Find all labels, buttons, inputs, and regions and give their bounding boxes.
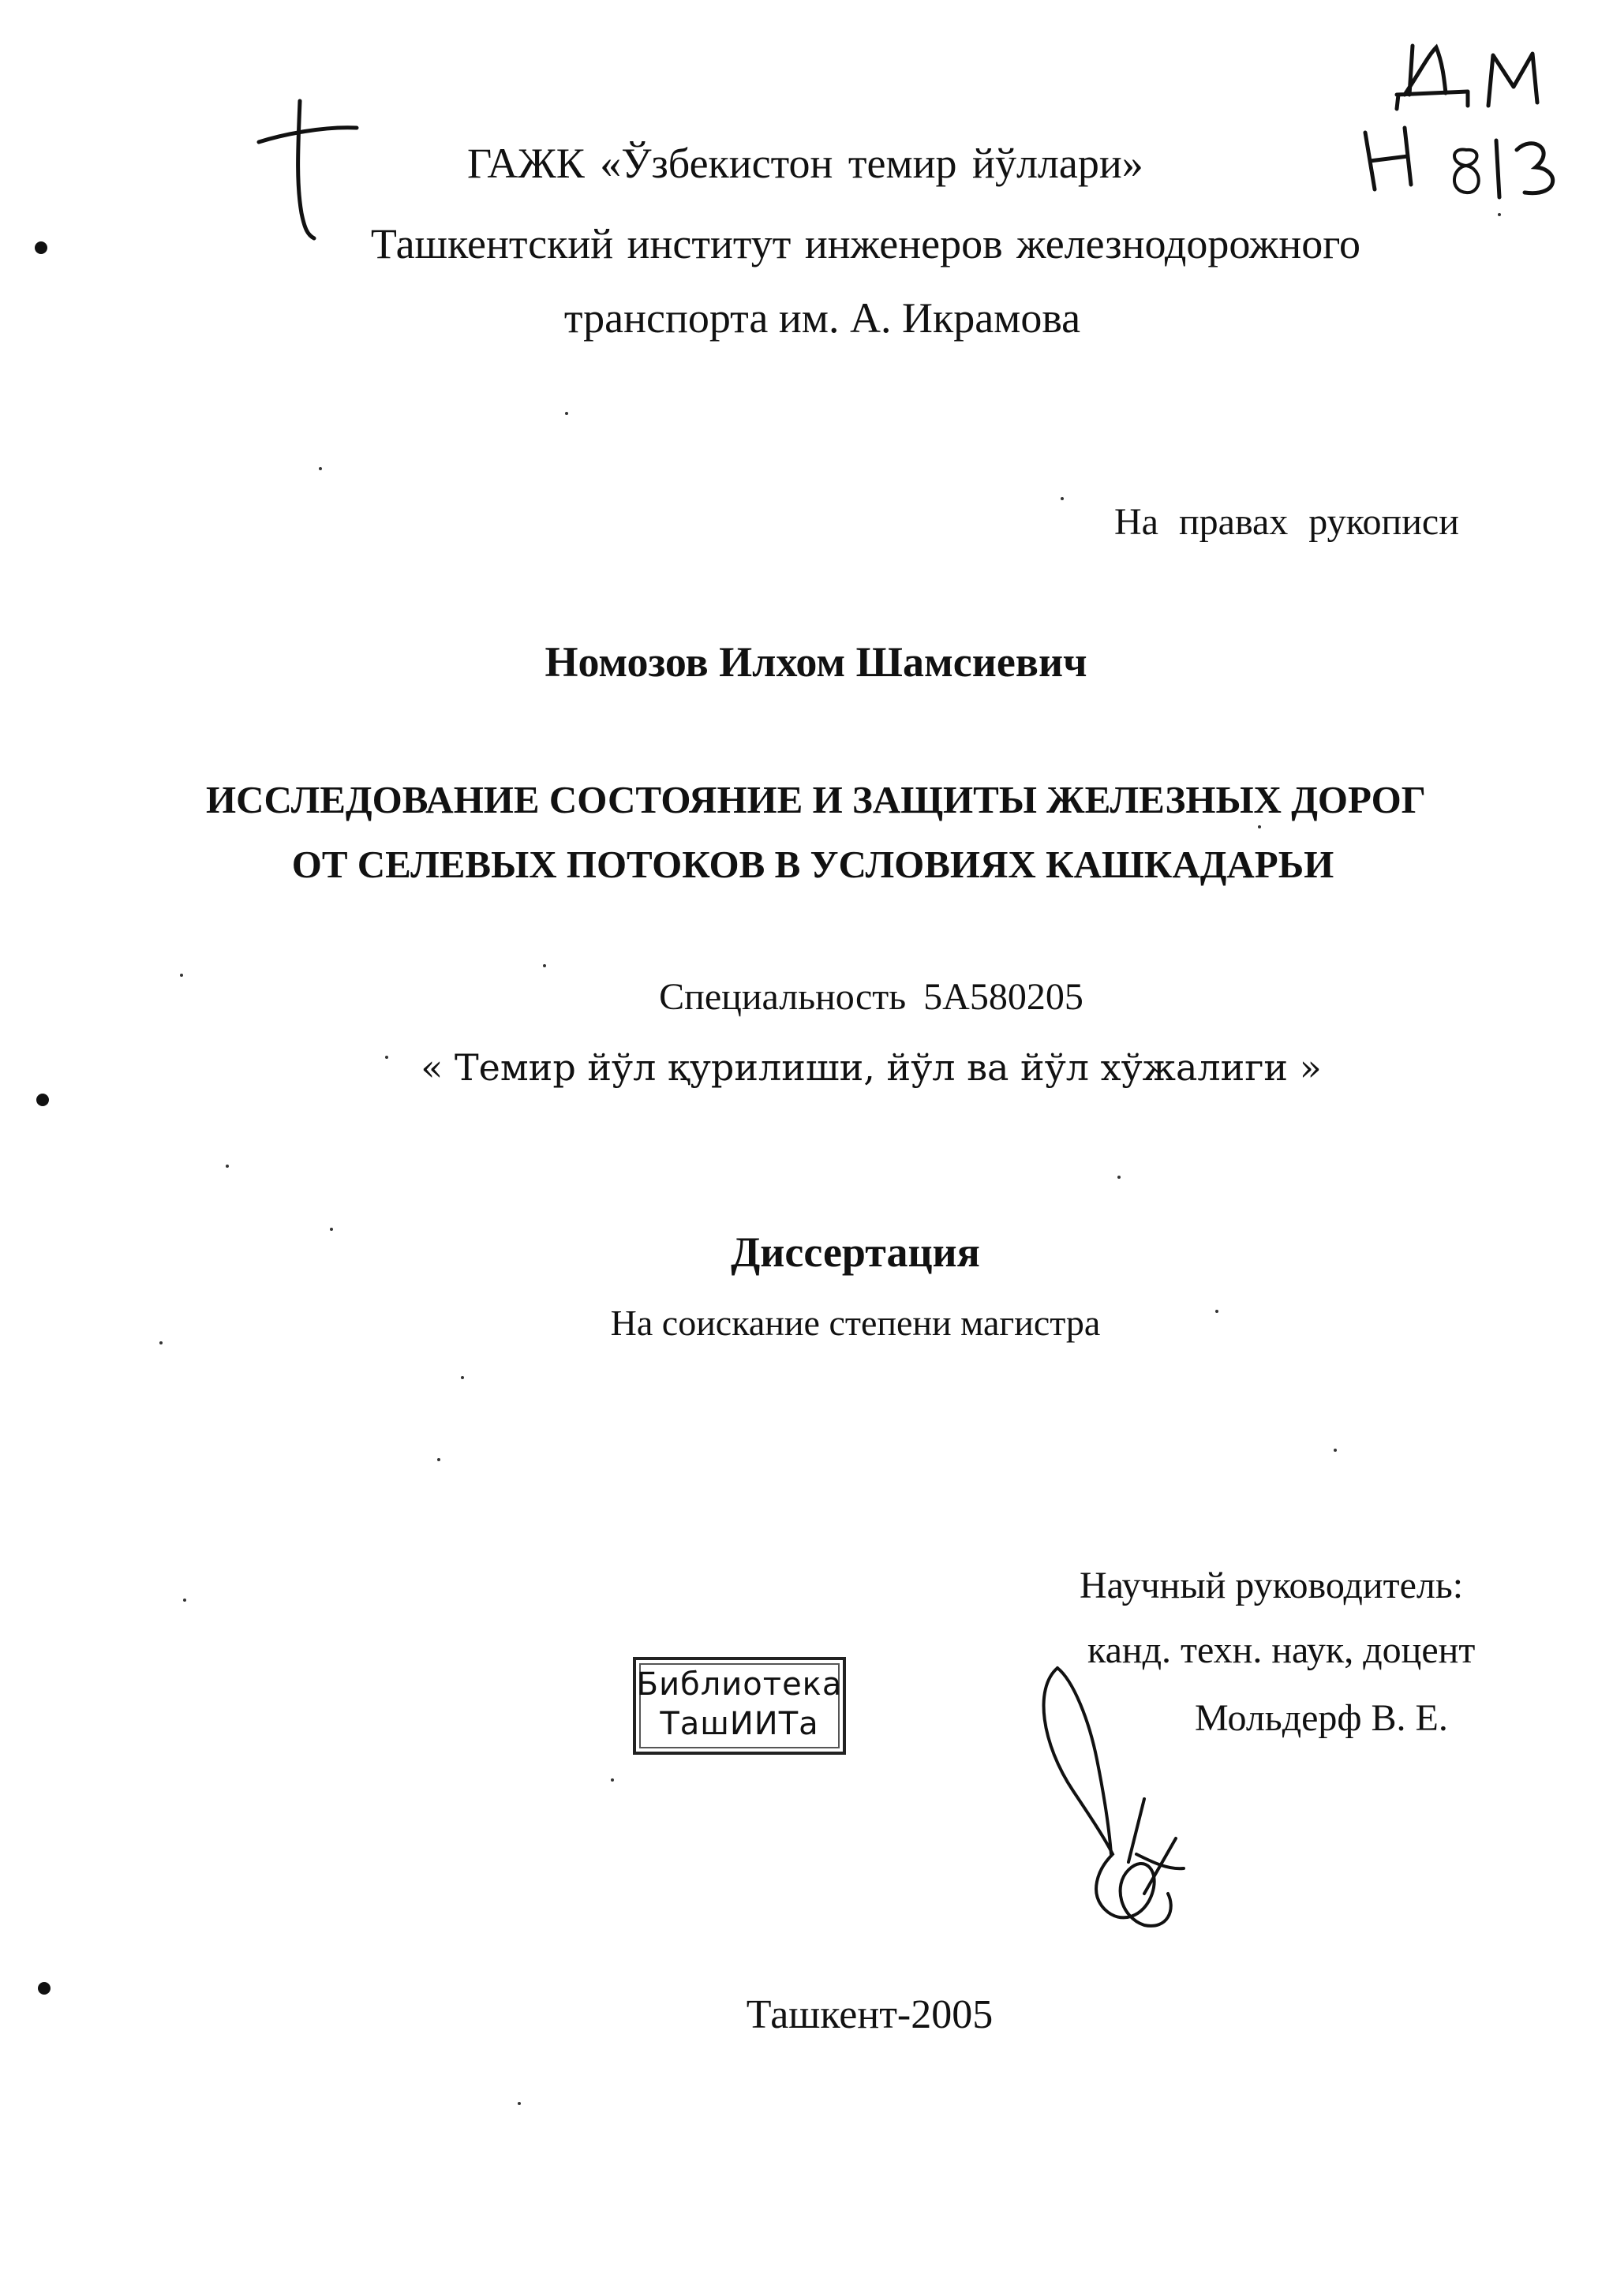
stamp-line2: ТашИИТа	[660, 1706, 819, 1742]
supervisor-name: Мольдерф В. Е.	[1195, 1697, 1448, 1739]
supervisor-title: канд. техн. наук, доцент	[1087, 1629, 1476, 1671]
supervisor-signature	[1018, 1657, 1207, 1941]
doc-type: Диссертация	[731, 1228, 980, 1276]
handwritten-archive-code	[1349, 39, 1586, 213]
stamp-line1: Библиотека	[636, 1666, 843, 1703]
specialty-name: « Темир йўл қурилиши, йўл ва йўл хўжалиги »	[421, 1046, 1322, 1089]
scan-speck	[437, 1458, 440, 1461]
scan-speck	[518, 2102, 521, 2105]
thesis-title-line2: ОТ СЕЛЕВЫХ ПОТОКОВ В УСЛОВИЯХ КАШКАДАРЬИ	[291, 843, 1334, 886]
manuscript-note: На правах рукописи	[1114, 501, 1459, 543]
library-stamp	[633, 1657, 846, 1755]
handwritten-cross-mark	[253, 95, 363, 252]
scan-speck	[180, 974, 183, 977]
scan-speck	[1061, 497, 1064, 500]
scan-speck	[159, 1341, 163, 1344]
scan-speck	[385, 1056, 388, 1059]
scan-speck	[319, 467, 322, 470]
scan-speck	[461, 1376, 464, 1379]
scan-speck	[1258, 825, 1261, 828]
header-org: ГАЖК «Ўзбекистон темир йўллари»	[467, 140, 1143, 187]
header-institute-line2: транспорта им. А. Икрамова	[563, 294, 1081, 342]
scan-speck	[226, 1165, 229, 1168]
scan-speck	[1498, 213, 1501, 216]
scan-speck	[183, 1599, 186, 1602]
punch-mark	[36, 1094, 49, 1106]
author-name: Номозов Илхом Шамсиевич	[545, 638, 1087, 686]
punch-mark	[38, 1982, 51, 1995]
scan-speck	[565, 412, 568, 415]
footer-city-year: Ташкент-2005	[746, 1992, 994, 2037]
punch-mark	[35, 241, 47, 254]
specialty-label: Специальность 5А580205	[659, 976, 1083, 1018]
header-institute: Ташкентский институт инженеров железнодорожного	[370, 220, 1361, 267]
scan-speck	[1215, 1310, 1218, 1313]
scan-speck	[1334, 1449, 1337, 1452]
scan-speck	[1117, 1176, 1121, 1179]
degree: На соискание степени магистра	[610, 1303, 1101, 1343]
thesis-title-line1: ИССЛЕДОВАНИЕ СОСТОЯНИЕ И ЗАЩИТЫ ЖЕЛЕЗНЫХ ДОРОГ	[206, 778, 1426, 821]
scan-speck	[330, 1228, 333, 1231]
scan-speck	[543, 964, 546, 967]
scan-speck	[611, 1778, 614, 1782]
supervisor-heading: Научный руководитель:	[1080, 1565, 1464, 1606]
